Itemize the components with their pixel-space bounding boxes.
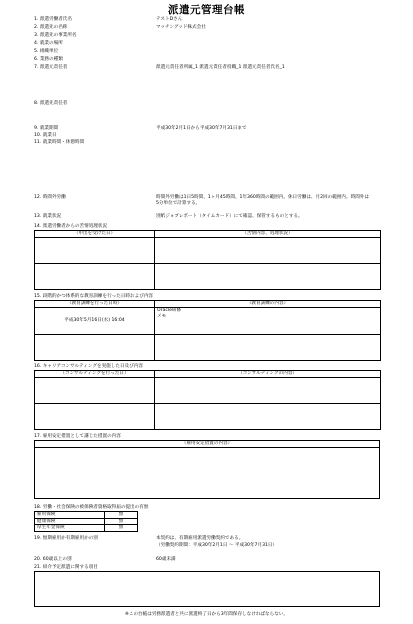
field-value: マッチングッド株式会社 [156, 25, 206, 30]
field-label: 1. 派遣労働者氏名 [34, 17, 73, 22]
field-label: 9. 就業期間 [34, 126, 59, 131]
insurance-name: 雇用保険 [35, 512, 105, 519]
field-value: （労働契約期間：平成30年2月1日 ～ 平成30年7月31日） [156, 543, 278, 548]
insurance-name: 厚生年金保険 [35, 525, 105, 532]
employment-col-content: （雇用安定措置の内容） [35, 441, 380, 448]
field-label: 4. 就業の場所 [34, 41, 63, 46]
referral-table [34, 571, 380, 607]
field-label: 3. 派遣先の事業所名 [34, 33, 77, 38]
insurance-row [35, 525, 138, 532]
field-value: 派遣元責任者所属_1 派遣元責任者役職_1 派遣元責任者氏名_1 [156, 65, 285, 70]
insurance-status: 無 [105, 512, 138, 519]
field-21-label: 21. 紹介予定派遣に関する項目 [34, 565, 98, 570]
field-value: テストDさん [156, 17, 183, 22]
training-content-1: Oracle研修 [157, 308, 182, 313]
complaints-col-content: （苦情内容、処理状況） [155, 231, 381, 238]
field-label: 8. 派遣先責任者 [34, 101, 68, 106]
field-value: 本契約は、有期雇用派遣労働契約である。 [156, 536, 244, 541]
field-label: 19. 無期雇用か有期雇用かの別 [34, 536, 98, 541]
field-value: 60歳未満 [156, 557, 176, 562]
page-title: 派遣元管理台帳 [168, 4, 245, 16]
field-label: 13. 就業状況 [34, 214, 62, 219]
field-label: 12. 時間外労働 [34, 195, 66, 200]
field-label: 11. 就業時間・休憩時間 [34, 140, 85, 145]
insurance-table [34, 511, 138, 532]
insurance-name: 健康保険 [35, 518, 105, 525]
field-label: 7. 派遣元責任者 [34, 65, 68, 70]
field-label: 5. 組織単位 [34, 49, 59, 54]
training-col-content: （教育訓練の内容） [155, 301, 381, 308]
complaints-heading: 14. 派遣労働者からの苦情処理状況 [34, 224, 108, 229]
insurance-heading: 18. 労働・社会保険の被保険者資格取得届の提出の有無 [34, 505, 149, 510]
consulting-col-date: （コンサルティングを行った日） [35, 371, 155, 378]
training-table [34, 300, 381, 361]
insurance-status: 無 [105, 518, 138, 525]
insurance-row [35, 512, 138, 519]
insurance-row [35, 518, 138, 525]
field-label: 20. 60歳以上の別 [34, 557, 72, 562]
training-heading: 15. 段階的かつ体系的な教育訓練を行った日時および内容 [34, 294, 154, 299]
field-value: 平成30年2月1日から平成30年7月31日まで [156, 126, 247, 131]
insurance-status: 無 [105, 525, 138, 532]
training-content-2: メモ [157, 313, 167, 319]
consulting-table [34, 370, 381, 430]
field-value: 別紙ジョブレポート（タイムカード）にて確認、保管するものとする。 [156, 214, 303, 219]
field-label: 6. 業務の種類 [34, 57, 63, 62]
field-value: 時間外労働は1日5時間、1ヶ月45時間、1年360時間の範囲内。休日労働は、月2回の範囲内。時間外は5分単位で計算する。 [156, 195, 369, 206]
field-label: 2. 派遣先の名称 [34, 25, 68, 30]
footer-note: ※この台帳は労務派遣者と共に派遣終了日から3年間保存しなければならない。 [125, 612, 288, 617]
complaints-table [34, 230, 381, 290]
complaints-col-date: （申出を受けた日） [35, 231, 155, 238]
employment-heading: 17. 雇用安定措置として講じた措置の内容 [34, 434, 121, 439]
training-col-date: （教育訓練を行った日時） [35, 301, 155, 308]
field-label: 10. 就業日 [34, 133, 57, 138]
consulting-heading: 16. キャリアコンサルティングを実施した日及び内容 [34, 364, 143, 369]
training-date: 平成30年5月16日(水) 16:04 [35, 308, 155, 335]
employment-table [34, 440, 380, 499]
consulting-col-content: （コンサルティングの内容） [155, 371, 381, 378]
